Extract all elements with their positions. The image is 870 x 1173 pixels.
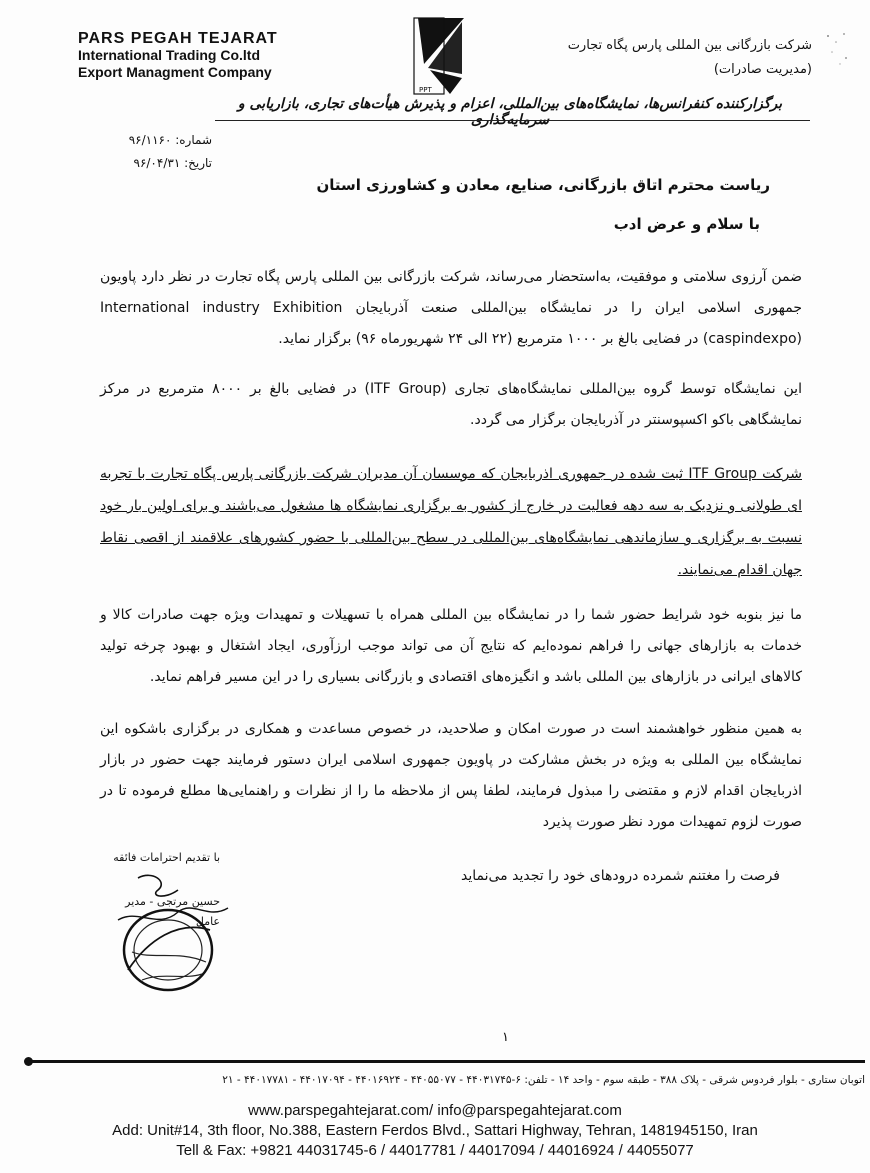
footer-divider xyxy=(30,1060,865,1063)
letter-number: شماره: ۹۶/۱۱۶۰ xyxy=(128,133,212,147)
footer-address-persian: اتوبان ستاری - بلوار فردوس شرقی - پلاک ۳۸۸ - طبقه سوم - واحد ۱۴ - تلفن: ۶-۴۴۰۳۱۷۴۵ - ۴۴۰۵۵۰۷۷ - ۴۴۰۱۶۹۲۴ - ۴۴۰۱۷۰۹۴ - ۴۴۰۱۷۷۸۱ - ۲۱ xyxy=(222,1074,865,1086)
company-name-fa-line2: (مدیریت صادرات) xyxy=(713,62,812,77)
signature-salutation: با تقدیم احترامات فائقه xyxy=(113,851,220,864)
logo-caption: PPT xyxy=(419,86,432,94)
scan-noise xyxy=(822,28,852,68)
greeting: با سلام و عرض ادب xyxy=(613,215,760,233)
company-name-line2: International Trading Co.ltd xyxy=(78,47,260,63)
paragraph-2: این نمایشگاه توسط گروه بین‌المللی نمایشگاه‌های تجاری (ITF Group) در فضایی بالغ بر ۸۰۰۰ مترمربع در مرکز نمایشگاهی باکو اکسپوسنتر در آذربایجان برگزار می گردد. xyxy=(100,381,802,428)
paragraph-3-text: شرکت ITF Group ثبت شده در جمهوری اذربایجان که موسسان آن مدیران شرکت بازرگانی پارس پگاه تجارت با تجربه ای طولانی و نزدیک به سه دهه فعالیت در خارج از کشور به برگزاری نمایشگاه ها مشغول می‌باشند و برای اولین بار خود نسبت به برگزاری و سازماندهی نمایشگاه‌های بین‌المللی در سطح بین‌المللی با حضور کشورهای علاقمند از اقصی نقاط جهان اقدام می‌نمایند. xyxy=(100,466,802,578)
paragraph-4: ما نیز بنوبه خود شرایط حضور شما را در نمایشگاه بین المللی همراه با تسهیلات و تمهیدات ویژه جهت صادرات کالا و خدمات به بازارهای جهانی را فراهم نموده‌ایم که نتایج آن می تواند موجب ارزآوری، ایجاد اشتغال و بهبود چرخه تولید کالاهای ایرانی در بازارهای بین المللی باشد و انگیزه‌های اقتصادی و بازرگانی بسیاری را در این مسیر فراهم نماید. xyxy=(100,607,802,685)
letter-date: تاریخ: ۹۶/۰۴/۳۱ xyxy=(133,156,212,170)
company-stamp xyxy=(118,900,218,1000)
paragraph-5: به همین منظور خواهشمند است در صورت امکان و صلاحدید، در خصوص مساعدت و همکاری در برگزاری باشکوه این نمایشگاه بین المللی به ویژه در بخش مشارکت در پاویون جمهوری اسلامی ایران دستور فرمایند جهت حضور در بازار اذربایجان اقدام لازم و مقتضی را مبذول فرمایند، لطفا پس از ملاحظه ما را از نظرات و راهنمایی‌ها مطلع فرموده تا در صورت لزوم تمهیدات مورد نظر صورت پذیرد xyxy=(100,721,802,830)
paragraph-1: ضمن آرزوی سلامتی و موفقیت، به‌استحضار می‌رساند، شرکت بازرگانی بین المللی پارس پگاه تجارت در نظر دارد پاویون جمهوری اسلامی ایران را در نمایشگاه بین‌المللی صنعت آذربایجان International industry Exhibition (caspindexpo) در فضایی بالغ بر ۱۰۰۰ مترمربع (۲۲ الی ۲۴ شهریورماه ۹۶) برگزار نماید. xyxy=(100,269,802,347)
company-name-persian xyxy=(568,34,812,82)
company-logo xyxy=(410,14,470,98)
company-name-fa-line1: شرکت بازرگانی بین المللی پارس پگاه تجارت xyxy=(567,38,812,53)
footer-address-english: Add: Unit#14, 3th floor, No.388, Eastern Ferdos Blvd., Sattari Highway, Tehran, 1481945150, Iran xyxy=(112,1122,758,1139)
page-number: ۱ xyxy=(502,1030,509,1045)
footer-phone-fax: Tell & Fax: +9821 44031745-6 / 44017781 / 44017094 / 44016924 / 44055077 xyxy=(176,1142,694,1159)
company-name-line3: Export Managment Company xyxy=(78,64,272,80)
header-divider xyxy=(215,120,810,121)
footer-web-email: www.parspegahtejarat.com/ info@parspegahtejarat.com xyxy=(248,1102,622,1119)
recipient-title: ریاست محترم اتاق بازرگانی، صنایع، معادن و کشاورزی استان xyxy=(316,176,770,194)
company-tagline: برگزارکننده کنفرانس‌ها، نمایشگاه‌های بین‌المللی، اعزام و پذیرش هیأت‌های تجاری، بازاریابی و سرمایه‌گذاری xyxy=(237,96,783,128)
company-name-english xyxy=(78,30,278,81)
signatory-name: حسین مرتجی - مدیر عامل xyxy=(125,895,220,928)
paragraph-3 xyxy=(100,458,802,586)
company-name-line1: PARS PEGAH TEJARAT xyxy=(78,30,278,47)
closing-line: فرصت را مغتنم شمرده درودهای خود را تجدید می‌نماید xyxy=(460,868,780,884)
